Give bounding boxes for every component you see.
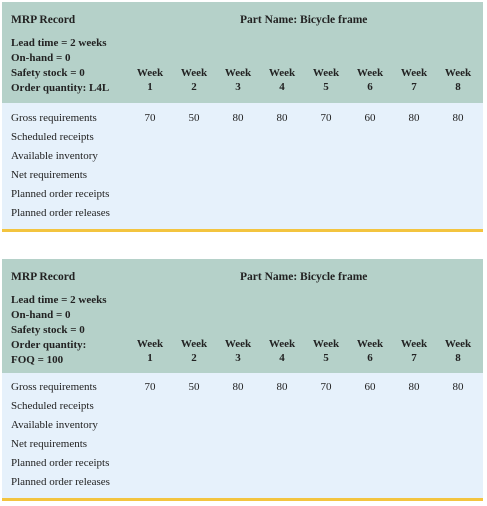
week-label: Week bbox=[444, 67, 472, 79]
week-number: 7 bbox=[411, 352, 417, 364]
week-header-5 bbox=[306, 337, 346, 365]
gross-requirement-week-3: 80 bbox=[232, 112, 244, 124]
week-number: 8 bbox=[455, 81, 461, 93]
week-number: 3 bbox=[235, 81, 241, 93]
gross-requirement-week-1: 70 bbox=[144, 381, 156, 393]
gross-requirement-week-7: 80 bbox=[408, 112, 420, 124]
gross-requirement-week-2: 50 bbox=[188, 112, 200, 124]
gross-requirement-week-6: 60 bbox=[364, 381, 376, 393]
safety-stock: Safety stock = 0 bbox=[11, 324, 85, 336]
row-label: Net requirements bbox=[11, 169, 88, 181]
part-name: Part Name: Bicycle frame bbox=[240, 271, 368, 283]
row-label: Planned order releases bbox=[11, 476, 110, 488]
week-header-5 bbox=[306, 66, 346, 94]
gross-requirement-week-5: 70 bbox=[320, 381, 332, 393]
week-number: 1 bbox=[147, 81, 153, 93]
week-header-2 bbox=[174, 337, 214, 365]
record-header bbox=[2, 2, 483, 103]
gross-requirement-week-2: 50 bbox=[188, 381, 200, 393]
week-number: 5 bbox=[323, 81, 329, 93]
week-header-7 bbox=[394, 66, 434, 94]
row-label: Net requirements bbox=[11, 438, 88, 450]
week-header-3 bbox=[218, 66, 258, 94]
week-header-4 bbox=[262, 337, 302, 365]
week-number: 2 bbox=[191, 81, 197, 93]
order-quantity: Order quantity: bbox=[11, 339, 87, 351]
row-label: Available inventory bbox=[11, 150, 98, 162]
week-header-8 bbox=[438, 337, 478, 365]
week-label: Week bbox=[312, 338, 340, 350]
week-number: 6 bbox=[367, 352, 373, 364]
week-header-1 bbox=[130, 337, 170, 365]
gross-requirement-week-3: 80 bbox=[232, 381, 244, 393]
row-label: Scheduled receipts bbox=[11, 400, 94, 412]
week-header-8 bbox=[438, 66, 478, 94]
week-label: Week bbox=[180, 67, 208, 79]
week-number: 5 bbox=[323, 352, 329, 364]
week-label: Week bbox=[224, 338, 252, 350]
week-number: 2 bbox=[191, 352, 197, 364]
record-title: MRP Record bbox=[11, 271, 76, 283]
row-label: Scheduled receipts bbox=[11, 131, 94, 143]
week-header-6 bbox=[350, 66, 390, 94]
row-label: Planned order receipts bbox=[11, 457, 110, 469]
record-title: MRP Record bbox=[11, 14, 76, 26]
gross-requirement-week-6: 60 bbox=[364, 112, 376, 124]
safety-stock: Safety stock = 0 bbox=[11, 67, 85, 79]
week-label: Week bbox=[180, 338, 208, 350]
week-number: 4 bbox=[279, 352, 285, 364]
week-label: Week bbox=[268, 338, 296, 350]
mrp-record-l4l bbox=[2, 2, 483, 232]
week-label: Week bbox=[356, 67, 384, 79]
row-label: Planned order receipts bbox=[11, 188, 110, 200]
week-number: 1 bbox=[147, 352, 153, 364]
gross-requirement-week-8: 80 bbox=[452, 381, 464, 393]
record-body bbox=[2, 103, 483, 229]
week-number: 6 bbox=[367, 81, 373, 93]
week-label: Week bbox=[400, 338, 428, 350]
spacer bbox=[0, 232, 487, 259]
gross-requirement-week-7: 80 bbox=[408, 381, 420, 393]
week-label: Week bbox=[400, 67, 428, 79]
gross-requirement-week-4: 80 bbox=[276, 381, 288, 393]
gross-requirement-week-4: 80 bbox=[276, 112, 288, 124]
foq-value: FOQ = 100 bbox=[11, 354, 64, 366]
row-label: Planned order releases bbox=[11, 207, 110, 219]
week-label: Week bbox=[312, 67, 340, 79]
week-label: Week bbox=[224, 67, 252, 79]
on-hand: On-hand = 0 bbox=[11, 52, 71, 64]
week-number: 7 bbox=[411, 81, 417, 93]
week-label: Week bbox=[268, 67, 296, 79]
week-label: Week bbox=[444, 338, 472, 350]
week-header-6 bbox=[350, 337, 390, 365]
record-body bbox=[2, 373, 483, 498]
lead-time: Lead time = 2 weeks bbox=[11, 294, 107, 306]
mrp-record-foq bbox=[2, 259, 483, 501]
week-label: Week bbox=[136, 67, 164, 79]
week-number: 8 bbox=[455, 352, 461, 364]
row-label: Available inventory bbox=[11, 419, 98, 431]
week-header-7 bbox=[394, 337, 434, 365]
part-name: Part Name: Bicycle frame bbox=[240, 14, 368, 26]
gross-requirement-week-5: 70 bbox=[320, 112, 332, 124]
record-header bbox=[2, 259, 483, 373]
row-label: Gross requirements bbox=[11, 112, 97, 124]
gross-requirement-week-1: 70 bbox=[144, 112, 156, 124]
week-number: 4 bbox=[279, 81, 285, 93]
divider-rule bbox=[2, 498, 483, 501]
week-header-3 bbox=[218, 337, 258, 365]
row-label: Gross requirements bbox=[11, 381, 97, 393]
week-label: Week bbox=[136, 338, 164, 350]
week-header-2 bbox=[174, 66, 214, 94]
week-header-1 bbox=[130, 66, 170, 94]
week-label: Week bbox=[356, 338, 384, 350]
on-hand: On-hand = 0 bbox=[11, 309, 71, 321]
week-header-4 bbox=[262, 66, 302, 94]
lead-time: Lead time = 2 weeks bbox=[11, 37, 107, 49]
week-number: 3 bbox=[235, 352, 241, 364]
gross-requirement-week-8: 80 bbox=[452, 112, 464, 124]
order-quantity: Order quantity: L4L bbox=[11, 82, 110, 94]
